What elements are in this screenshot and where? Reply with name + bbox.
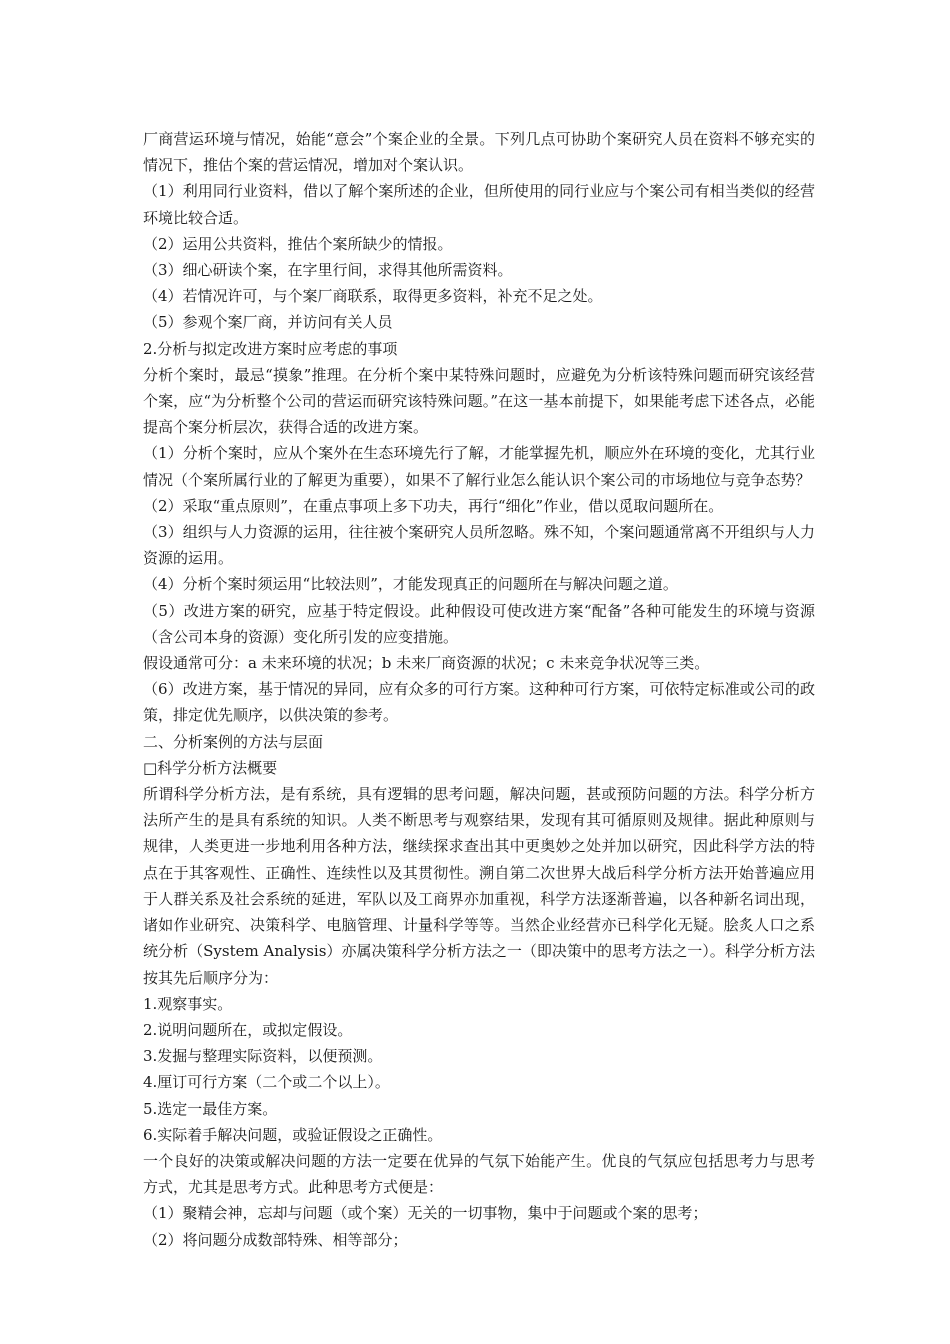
list-item-3: （3）细心研读个案，在字里行间，求得其他所需资料。 — [143, 261, 513, 280]
paragraph-intro: 厂商营运环境与情况，始能“意会”个案企业的全景。下列几点可协助个案研究人员在资料不够充实的情况下，推估个案的营运情况，增加对个案认识。 — [143, 130, 815, 175]
paragraph-thinking: 一个良好的决策或解决问题的方法一定要在优异的气氛下始能产生。优良的气氛应包括思考力与思考方式，尤其是思考方式。此种思考方式便是： — [143, 1151, 815, 1197]
step-item-1: 1.观察事实。 — [143, 994, 233, 1013]
list-item-4: （4）若情况许可，与个案厂商联系，取得更多资料，补充不足之处。 — [143, 287, 603, 306]
step-item-4: 4.厘订可行方案（二个或二个以上）。 — [143, 1073, 390, 1092]
section-heading-2: 2.分析与拟定改进方案时应考虑的事项 — [143, 339, 398, 358]
list-item-1: （1）利用同行业资料，借以了解个案所述的企业，但所使用的同行业应与个案公司有相当类似的经营环境比较合适。 — [143, 182, 815, 227]
step-item-2: 2.说明问题所在，或拟定假设。 — [143, 1020, 353, 1039]
list-item-analysis-5: （5）改进方案的研究，应基于特定假设。此种假设可使改进方案“配备”各种可能发生的环境与资源（含公司本身的资源）变化所引发的应变措施。 — [143, 601, 815, 646]
list-item-analysis-6: （6）改进方案，基于情况的异同，应有众多的可行方案。这种种可行方案，可依特定标准或公司的政策，排定优先顺序，以供决策的参考。 — [143, 680, 815, 725]
list-item-analysis-2: （2）采取“重点原则”，在重点事项上多下功夫，再行“细化”作业，借以觅取问题所在。 — [143, 496, 724, 515]
list-item-analysis-4: （4）分析个案时须运用“比较法则”，才能发现真正的问题所在与解决问题之道。 — [143, 575, 678, 594]
thinking-item-1: （1）聚精会神，忘却与问题（或个案）无关的一切事物，集中于问题或个案的思考； — [143, 1204, 708, 1223]
step-item-6: 6.实际着手解决问题，或验证假设之正确性。 — [143, 1125, 443, 1144]
step-item-3: 3.发掘与整理实际资料，以便预测。 — [143, 1047, 383, 1066]
list-item-analysis-3: （3）组织与人力资源的运用，往往被个案研究人员所忽略。殊不知，个案问题通常离不开组织与人力资源的运用。 — [143, 523, 815, 568]
list-item-analysis-1: （1）分析个案时，应从个案外在生态环境先行了解，才能掌握先机，顺应外在环境的变化，尤其行业情况（个案所属行业的了解更为重要），如果不了解行业怎么能认识个案公司的市场地位与竞争态势？ — [143, 444, 815, 489]
list-item-2: （2）运用公共资料，推估个案所缺少的情报。 — [143, 234, 453, 253]
paragraph-science: 所谓科学分析方法，是有系统，具有逻辑的思考问题，解决问题，甚或预防问题的方法。科学分析方法所产生的是具有系统的知识。人类不断思考与观察结果，发现有其可循原则及规律。据此种原则与规律，人类更进一步地利用各种方法，继续探求查出其中更奥妙之处并加以研究，因此科学方法的特点在于其客观性、正确性、连续性以及其贯彻性。溯自第二次世界大战后科学分析方法开始普遍应用于人群关系及社会系统的延进，军队以及工商界亦加重视，科学方法逐渐普遍，以各种新名词出现，诸如作业研究、决策科学、电脑管理、计量科学等等。当然企业经营亦已科学化无疑。脍炙人口之系统分析（System Analysis）亦属决策科学分析方法之一（即决策中的思考方法之一）。科学分析方法按其先后顺序分为： — [143, 785, 815, 987]
paragraph-assumptions: 假设通常可分：a 未来环境的状况；b 未来厂商资源的状况；c 未来竞争状况等三类。 — [143, 654, 710, 673]
paragraph-analysis: 分析个案时，最忌“摸象”推理。在分析个案中某特殊问题时，应避免为分析该特殊问题而研究该经营个案，应“为分析整个公司的营运而研究该特殊问题。”在这一基本前提下，如果能考虑下述各点，必能提高个案分析层次，获得合适的改进方案。 — [143, 365, 815, 437]
thinking-item-2: （2）将问题分成数部特殊、相等部分； — [143, 1230, 408, 1249]
list-item-5: （5）参观个案厂商，并访问有关人员 — [143, 313, 393, 332]
subsection-heading-science: □科学分析方法概要 — [143, 758, 278, 777]
step-item-5: 5.选定一最佳方案。 — [143, 1099, 278, 1118]
section-heading-methods: 二、分析案例的方法与层面 — [143, 732, 324, 751]
document-page — [143, 126, 815, 1253]
